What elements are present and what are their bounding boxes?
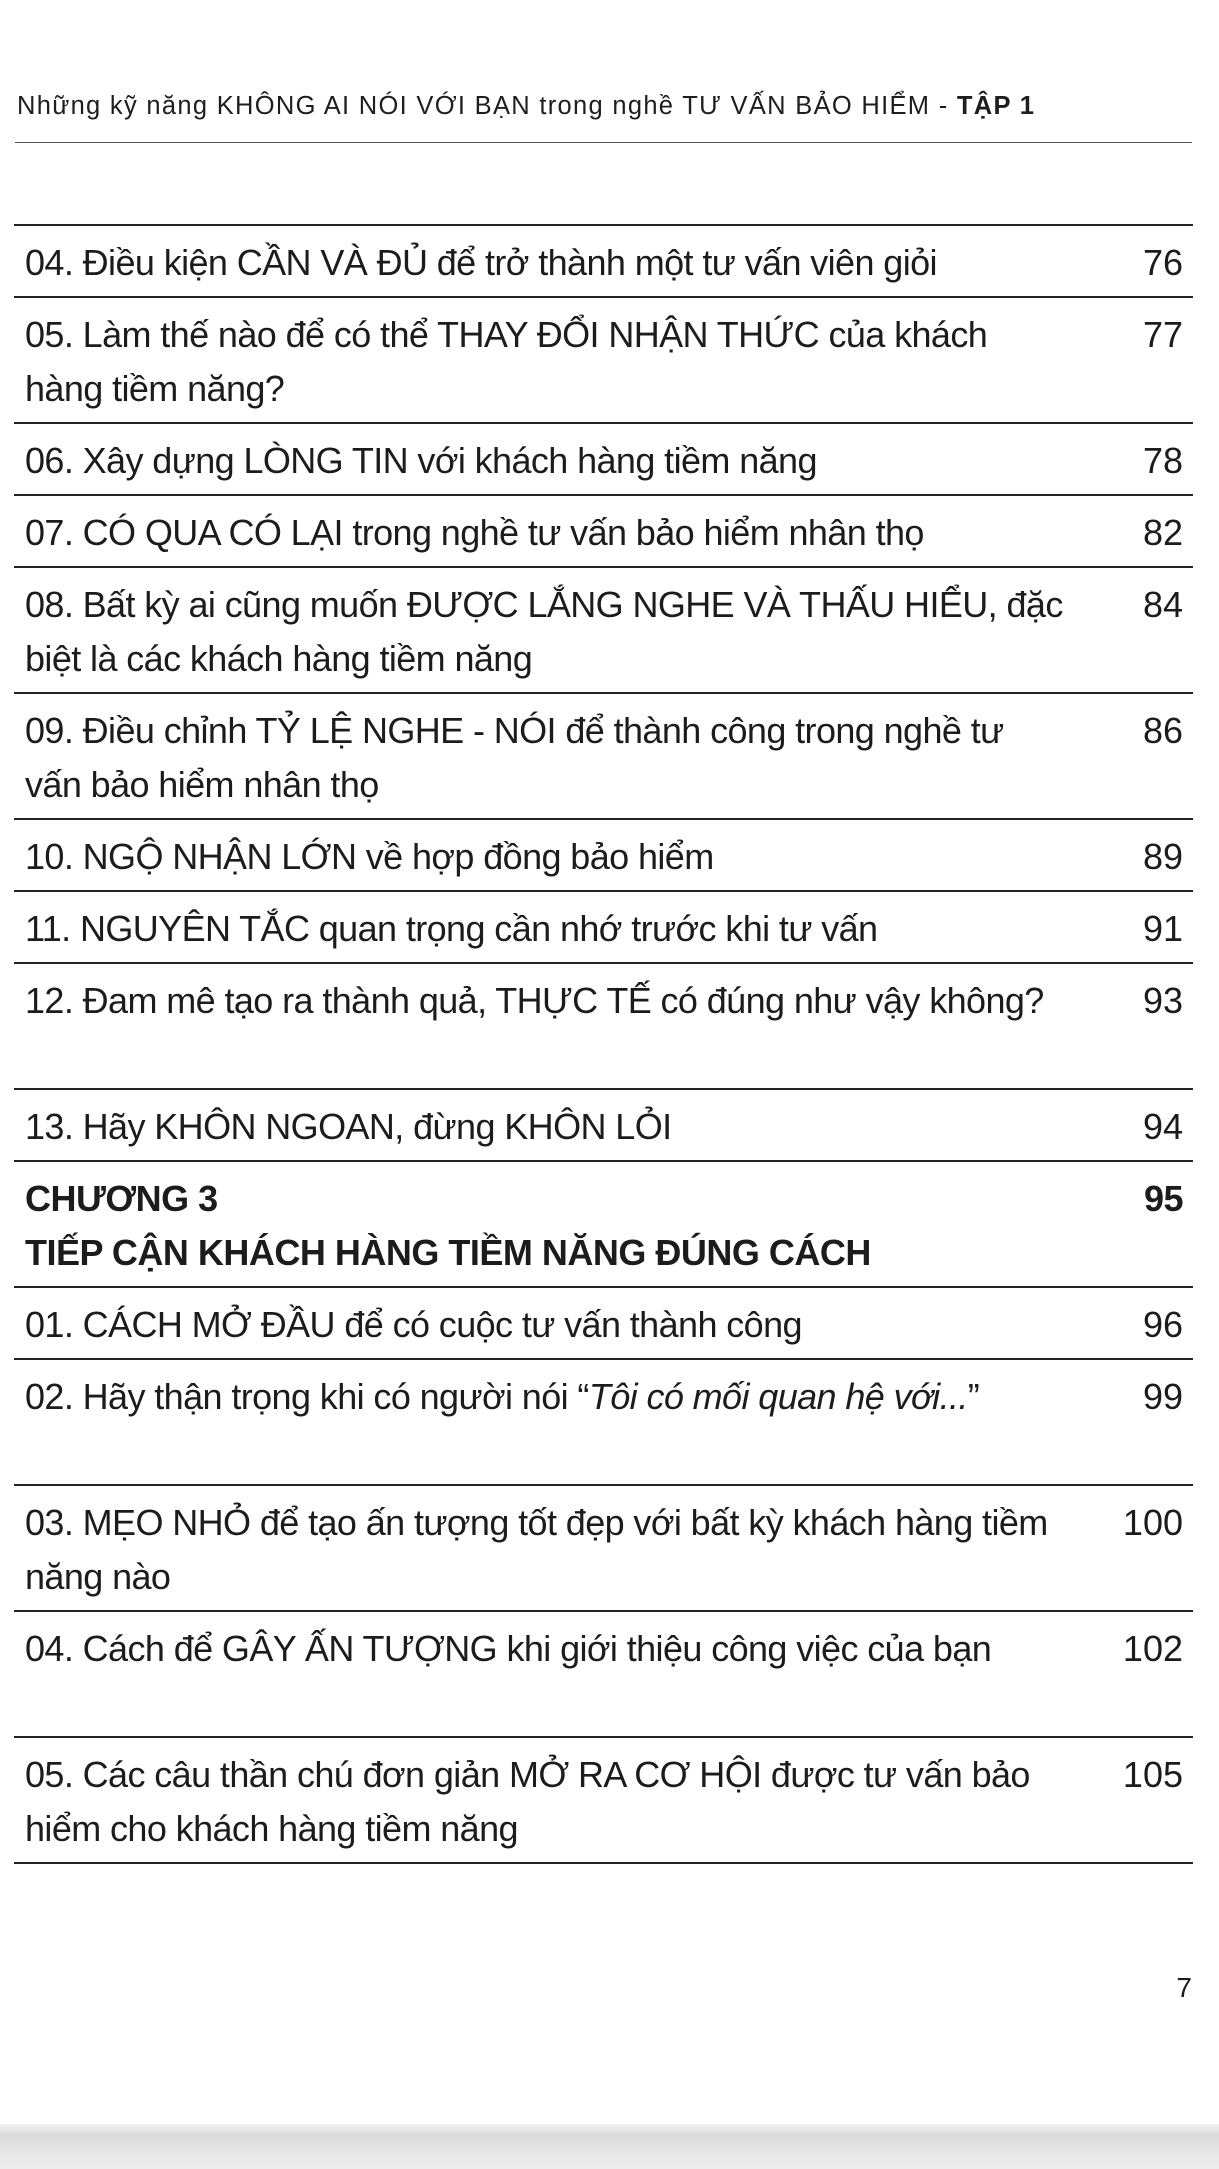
toc-entry-title: 04. Cách để GÂY ẤN TƯỢNG khi giới thiệu công việc của bạn — [25, 1628, 992, 1669]
toc-entry-06[interactable] — [14, 424, 1193, 496]
toc-entry-c3-02[interactable] — [14, 1360, 1193, 1486]
toc-entry-05[interactable] — [14, 298, 1193, 424]
toc-entry-11[interactable] — [14, 892, 1193, 964]
chapter-heading — [25, 1172, 1065, 1280]
volume-label: TẬP 1 — [956, 92, 1036, 120]
toc-entry-page: 89 — [1142, 836, 1183, 877]
toc-chapter-3[interactable] — [14, 1162, 1193, 1288]
toc-entry-04[interactable] — [14, 226, 1193, 298]
toc-entry-title-suffix: ” — [967, 1376, 980, 1417]
toc-entry-page: 76 — [1142, 242, 1183, 283]
toc-entry-page: 100 — [1122, 1502, 1183, 1543]
toc-entry-page: 105 — [1122, 1754, 1183, 1795]
toc-entry-page: 91 — [1142, 908, 1183, 949]
toc-entry-c3-05[interactable] — [14, 1738, 1193, 1864]
chapter-label: CHƯƠNG 3 — [25, 1178, 218, 1219]
toc-entry-title: 07. CÓ QUA CÓ LẠI trong nghề tư vấn bảo hiểm nhân thọ — [25, 512, 924, 553]
toc-entry-page: 95 — [1143, 1178, 1183, 1219]
toc-entry-title: 11. NGUYÊN TẮC quan trọng cần nhớ trước khi tư vấn — [25, 908, 878, 949]
bottom-scroll-bar — [0, 2124, 1219, 2169]
toc-entry-title: 08. Bất kỳ ai cũng muốn ĐƯỢC LẮNG NGHE VÀ THẤU HIỂU, đặc biệt là các khách hàng tiềm năng — [25, 584, 1063, 679]
table-of-contents — [14, 224, 1193, 1864]
toc-entry-page: 77 — [1142, 314, 1183, 355]
toc-entry-12[interactable] — [14, 964, 1193, 1090]
toc-entry-title: 09. Điều chỉnh TỶ LỆ NGHE - NÓI để thành công trong nghề tư vấn bảo hiểm nhân thọ — [25, 710, 1004, 805]
toc-entry-page: 78 — [1142, 440, 1183, 481]
toc-entry-page: 82 — [1142, 512, 1183, 553]
toc-entry-title — [25, 1370, 1065, 1478]
running-header — [17, 92, 1192, 121]
toc-entry-c3-03[interactable] — [14, 1486, 1193, 1612]
toc-entry-title: 13. Hãy KHÔN NGOAN, đừng KHÔN LỎI — [25, 1106, 672, 1147]
chapter-title: TIẾP CẬN KHÁCH HÀNG TIỀM NĂNG ĐÚNG CÁCH — [25, 1232, 871, 1273]
toc-entry-title-quote: Tôi có mối quan hệ với... — [588, 1376, 968, 1417]
toc-entry-title: 06. Xây dựng LÒNG TIN với khách hàng tiềm năng — [25, 440, 817, 481]
toc-entry-c3-04[interactable] — [14, 1612, 1193, 1738]
toc-entry-page: 96 — [1142, 1304, 1183, 1345]
toc-entry-10[interactable] — [14, 820, 1193, 892]
toc-entry-title: 01. CÁCH MỞ ĐẦU để có cuộc tư vấn thành công — [25, 1304, 802, 1345]
toc-entry-title: 05. Làm thế nào để có thể THAY ĐỔI NHẬN THỨC của khách hàng tiềm năng? — [25, 314, 988, 409]
toc-entry-13[interactable] — [14, 1090, 1193, 1162]
toc-entry-page: 86 — [1142, 710, 1183, 751]
toc-entry-07[interactable] — [14, 496, 1193, 568]
toc-entry-08[interactable] — [14, 568, 1193, 694]
toc-entry-title: 05. Các câu thần chú đơn giản MỞ RA CƠ HỘI được tư vấn bảo hiểm cho khách hàng tiềm năng — [25, 1754, 1030, 1849]
toc-entry-title-prefix: 02. Hãy thận trọng khi có người nói “ — [25, 1376, 589, 1417]
toc-entry-title: 04. Điều kiện CẦN VÀ ĐỦ để trở thành một tư vấn viên giỏi — [25, 242, 937, 283]
toc-entry-09[interactable] — [14, 694, 1193, 820]
toc-entry-page: 99 — [1142, 1376, 1183, 1417]
toc-entry-page: 93 — [1142, 980, 1183, 1021]
toc-entry-page: 102 — [1122, 1628, 1183, 1669]
toc-entry-title: 03. MẸO NHỎ để tạo ấn tượng tốt đẹp với bất kỳ khách hàng tiềm năng nào — [25, 1502, 1048, 1597]
toc-entry-c3-01[interactable] — [14, 1288, 1193, 1360]
toc-entry-title: 12. Đam mê tạo ra thành quả, THỰC TẾ có đúng như vậy không? — [25, 980, 1044, 1021]
toc-entry-page: 84 — [1142, 584, 1183, 625]
header-divider — [15, 142, 1192, 143]
page-number: 7 — [1176, 1972, 1192, 2003]
toc-entry-title: 10. NGỘ NHẬN LỚN về hợp đồng bảo hiểm — [25, 836, 714, 877]
running-header-text: Những kỹ năng KHÔNG AI NÓI VỚI BẠN trong nghề TƯ VẤN BẢO HIỂM - — [17, 92, 957, 120]
toc-entry-page: 94 — [1142, 1106, 1183, 1147]
